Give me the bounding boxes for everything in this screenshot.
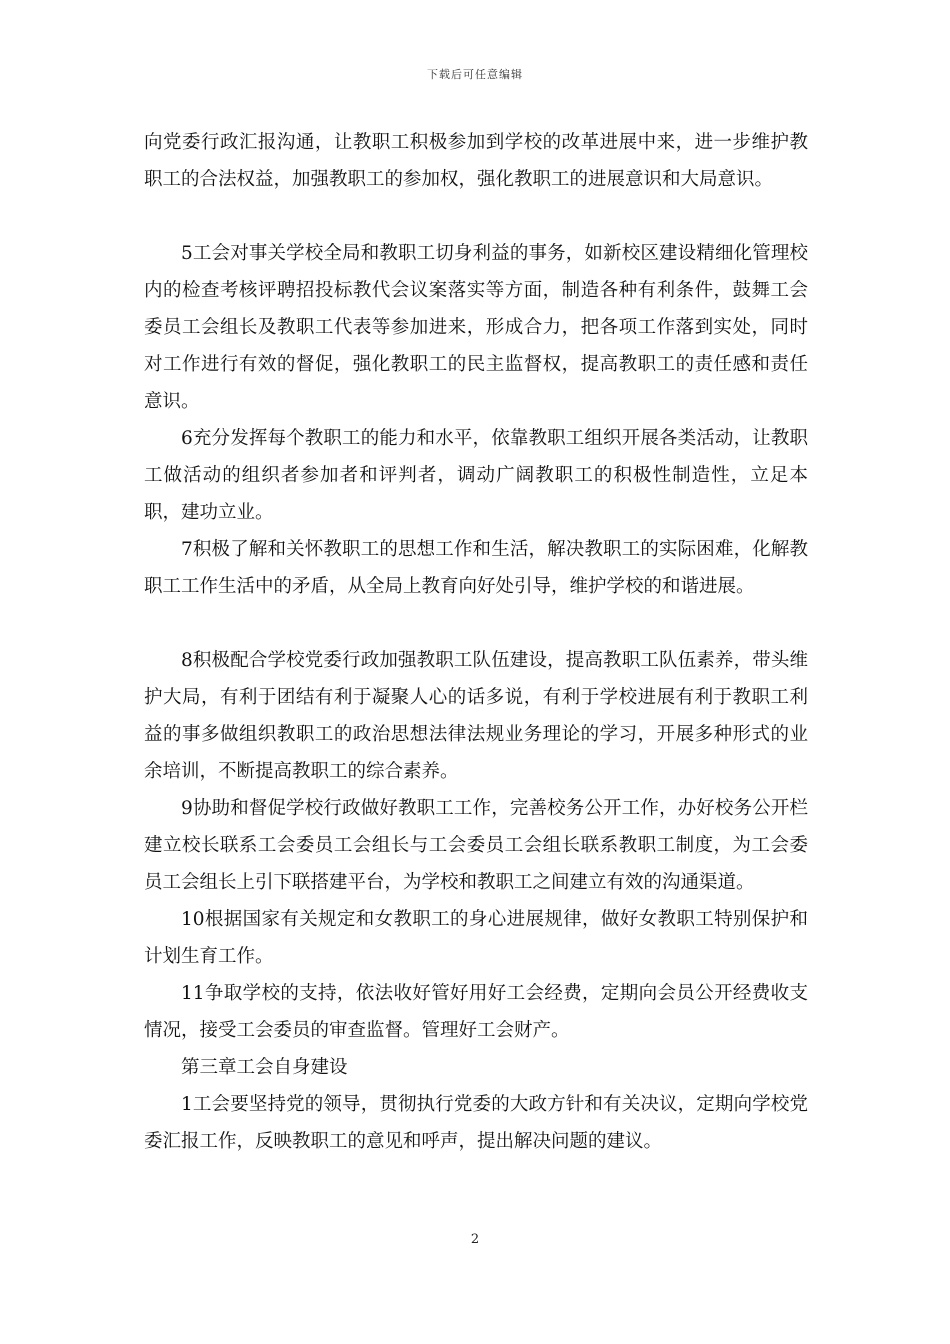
paragraph-item-10: 10根据国家有关规定和女教职工的身心进展规律，做好女教职工特别保护和计划生育工作。 (144, 909, 808, 967)
paragraph-chapter3-item-1: 1工会要坚持党的领导，贯彻执行党委的大政方针和有关决议，定期向学校党委汇报工作，反映教职工的意见和呼声，提出解决问题的建议。 (144, 1094, 808, 1152)
paragraph-item-9: 9协助和督促学校行政做好教职工工作，完善校务公开工作，办好校务公开栏建立校长联系工会委员工会组长与工会委员工会组长联系教职工制度，为工会委员工会组长上引下联搭建平台，为学校和教职工之间建立有效的沟通渠道。 (144, 798, 808, 893)
paragraph-item-5: 5工会对事关学校全局和教职工切身利益的事务，如新校区建设精细化管理校内的检查考核评聘招投标教代会议案落实等方面，制造各种有利条件，鼓舞工会委员工会组长及教职工代表等参加进来，形成合力，把各项工作落到实处，同时对工作进行有效的督促，强化教职工的民主监督权，提高教职工的责任感和责任意识。 (144, 243, 808, 412)
paragraph-item-8: 8积极配合学校党委行政加强教职工队伍建设，提高教职工队伍素养，带头维护大局，有利于团结有利于凝聚人心的话多说，有利于学校进展有利于教职工利益的事多做组织教职工的政治思想法律法规业务理论的学习，开展多种形式的业余培训，不断提高教职工的综合素养。 (144, 650, 808, 782)
chapter-heading: 第三章工会自身建设 (181, 1057, 348, 1078)
paragraph-continuation: 向党委行政汇报沟通，让教职工积极参加到学校的改革进展中来，进一步维护教职工的合法权益，加强教职工的参加权，强化教职工的进展意识和大局意识。 (144, 132, 808, 190)
paragraph-item-6: 6充分发挥每个教职工的能力和水平，依靠教职工组织开展各类活动，让教职工做活动的组织者参加者和评判者，调动广阔教职工的积极性制造性，立足本职，建功立业。 (144, 428, 808, 523)
paragraph-gap (144, 198, 808, 235)
document-body (144, 124, 808, 1160)
page-number: 2 (470, 1232, 480, 1247)
paragraph-item-11: 11争取学校的支持，依法收好管好用好工会经费，定期向会员公开经费收支情况，接受工会委员的审查监督。管理好工会财产。 (144, 983, 808, 1041)
paragraph-gap (144, 605, 808, 642)
paragraph-item-7: 7积极了解和关怀教职工的思想工作和生活，解决教职工的实际困难，化解教职工工作生活中的矛盾，从全局上教育向好处引导，维护学校的和谐进展。 (144, 539, 808, 597)
page-header: 下载后可任意编辑 (427, 68, 523, 81)
